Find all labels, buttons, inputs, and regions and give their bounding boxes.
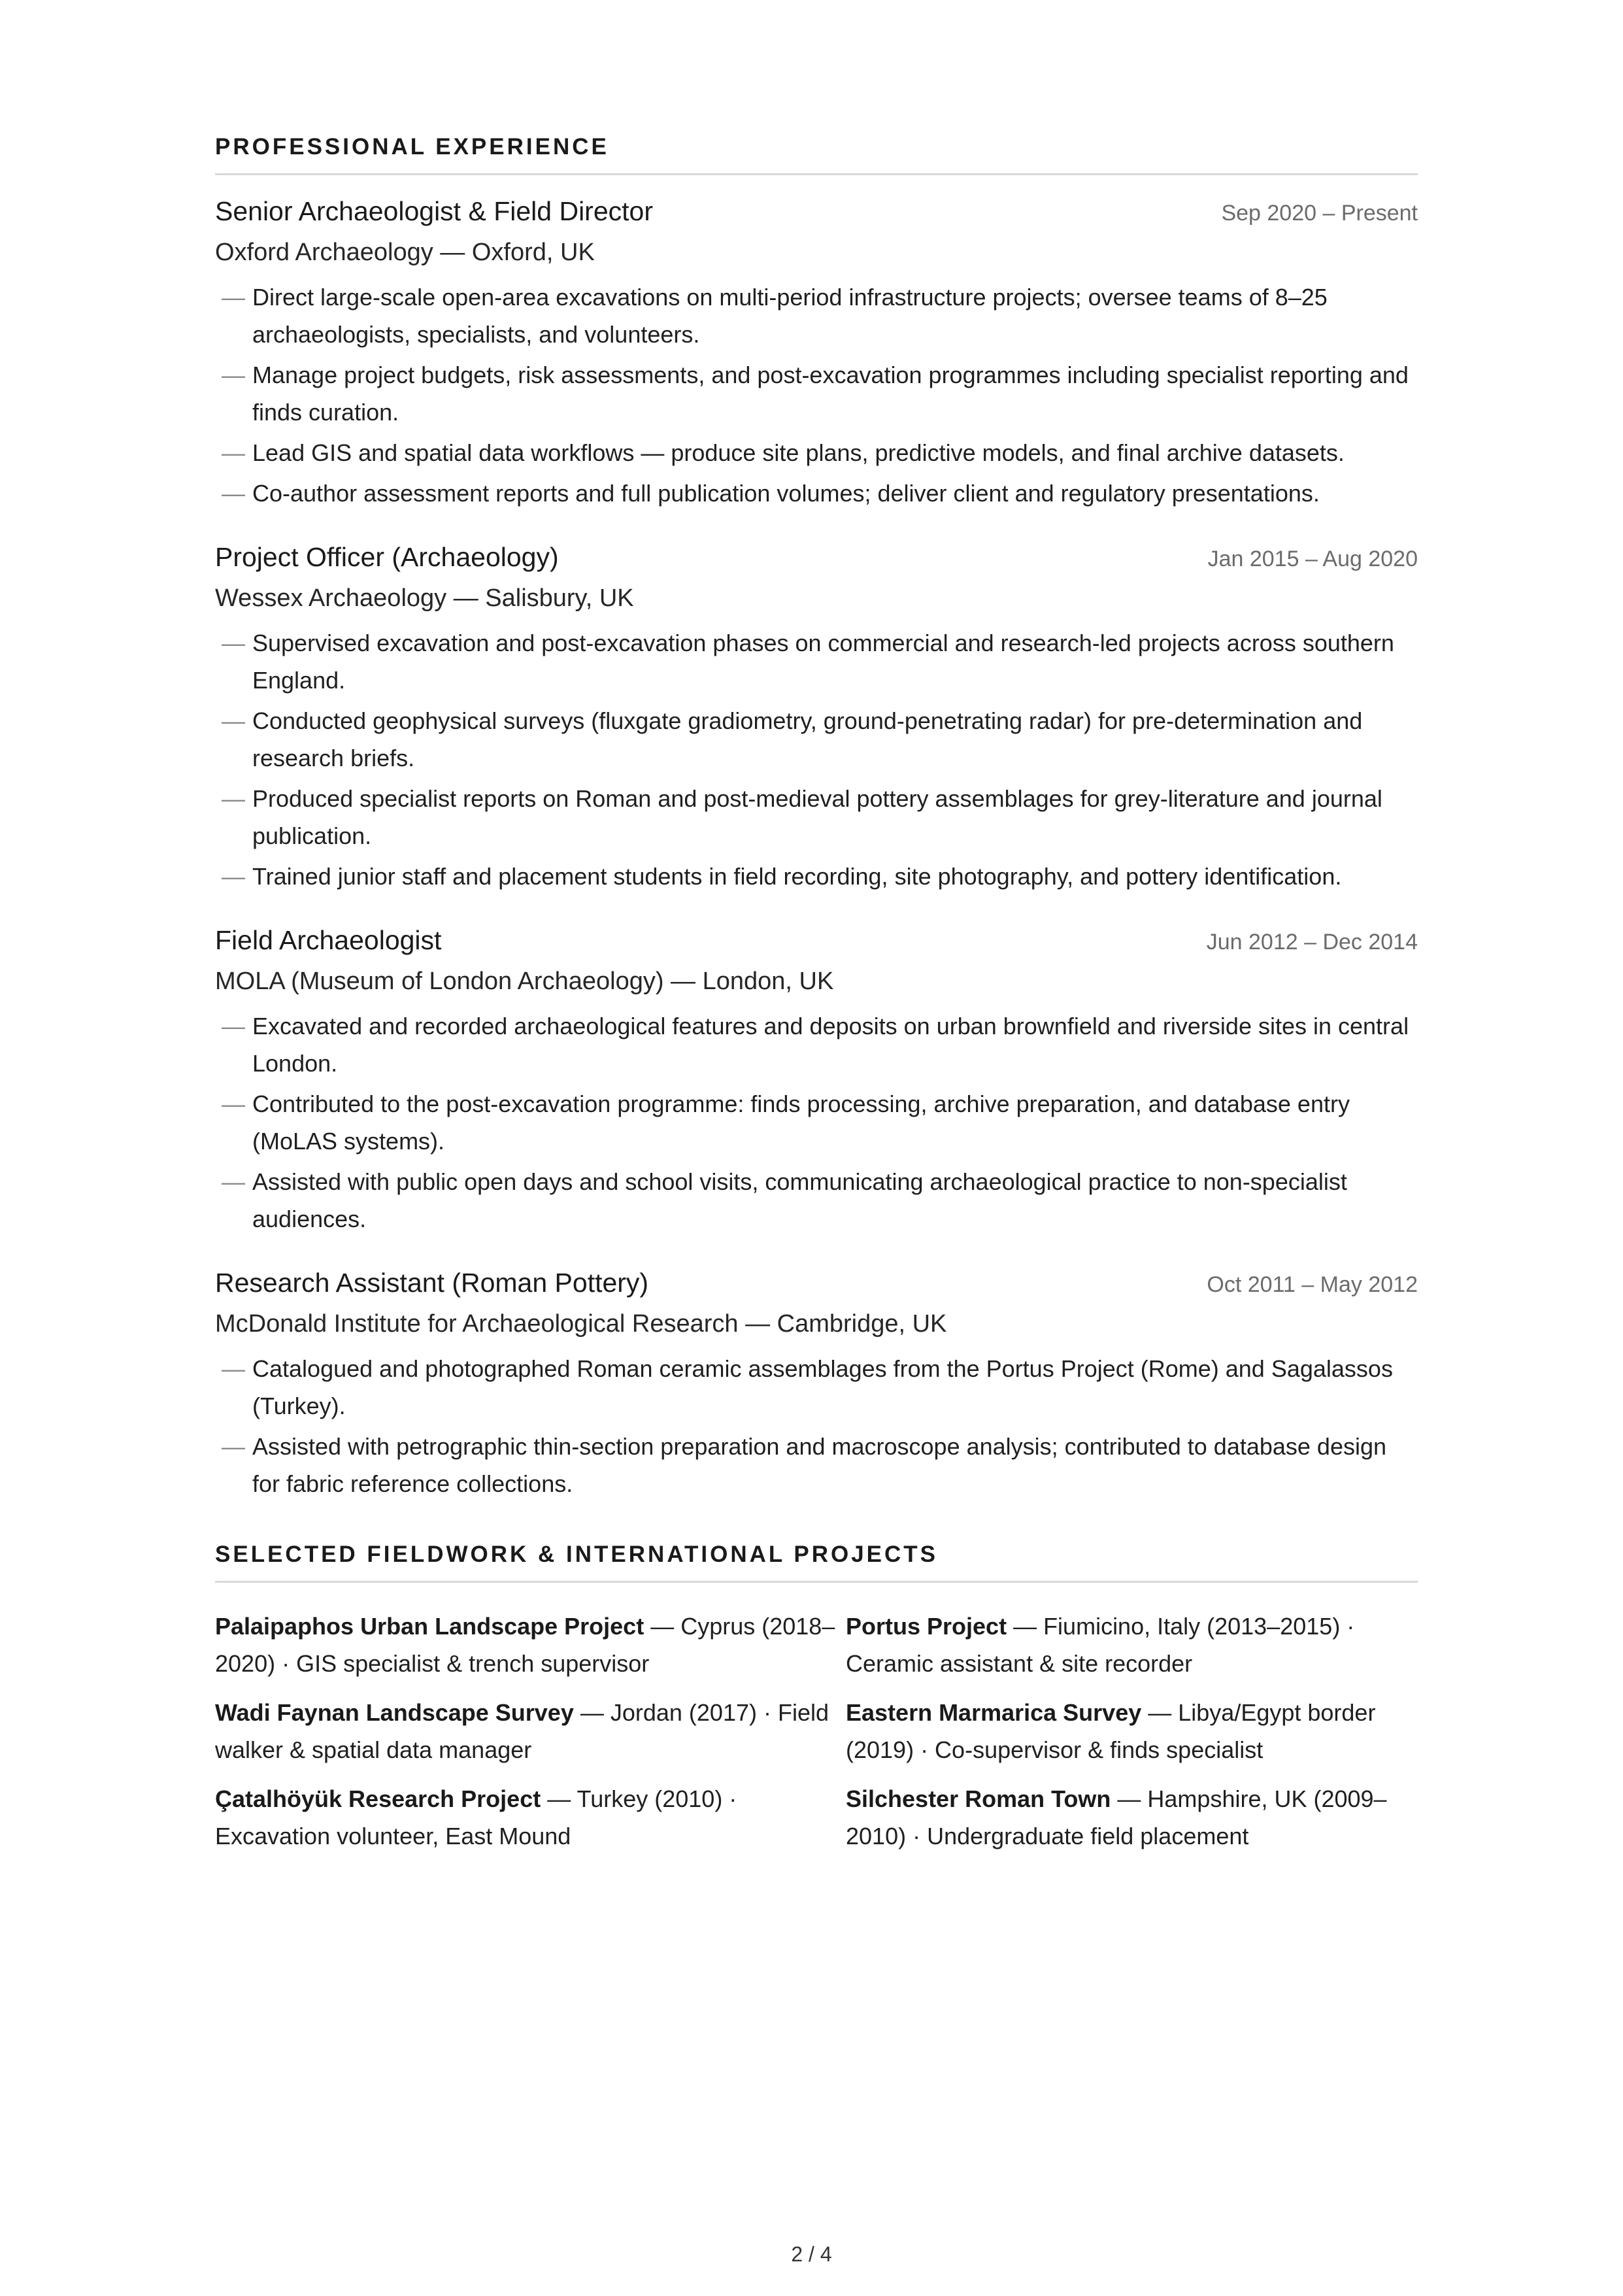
bullet-item <box>215 1007 1418 1082</box>
bullet-text: Assisted with petrographic thin-section preparation and macroscope analysis; contributed to database design for fabric reference collections. <box>252 1433 1387 1497</box>
dash-icon: — <box>222 1168 245 1195</box>
project-name: Çatalhöyük Research Project <box>215 1785 541 1812</box>
bullet-item <box>215 624 1418 699</box>
dash-icon: — <box>222 284 245 311</box>
job-entry <box>215 925 1418 1238</box>
bullet-item <box>215 702 1418 777</box>
project-detail: — Cyprus (2018–2020) · GIS specialist & trench supervisor <box>215 1613 835 1677</box>
job-title: Project Officer (Archaeology) <box>215 542 559 572</box>
bullet-item <box>215 475 1418 512</box>
bullet-text: Trained junior staff and placement students in field recording, site photography, and pottery identification. <box>252 863 1342 890</box>
dash-icon: — <box>222 439 245 466</box>
project-name: Silchester Roman Town <box>846 1785 1111 1812</box>
job-header <box>215 196 1418 227</box>
bullet-item <box>215 1085 1418 1160</box>
job-bullets <box>215 1007 1418 1238</box>
dash-icon: — <box>222 707 245 734</box>
job-entry <box>215 542 1418 895</box>
project-name: Wadi Faynan Landscape Survey <box>215 1699 574 1726</box>
dash-icon: — <box>222 785 245 812</box>
bullet-text: Lead GIS and spatial data workflows — produce site plans, predictive models, and final archive datasets. <box>252 439 1345 466</box>
job-organization: MOLA (Museum of London Archaeology) — London, UK <box>215 968 834 995</box>
bullet-item <box>215 858 1418 895</box>
job-header <box>215 1268 1418 1298</box>
bullet-item <box>215 780 1418 854</box>
job-entry <box>215 1268 1418 1502</box>
dash-icon: — <box>222 1355 245 1382</box>
job-title: Research Assistant (Roman Pottery) <box>215 1268 649 1298</box>
job-bullets <box>215 279 1418 512</box>
bullet-text: Manage project budgets, risk assessments, and post-excavation programmes including specialist reporting and finds curation. <box>252 362 1409 426</box>
bullet-item <box>215 434 1418 471</box>
job-title: Field Archaeologist <box>215 925 442 955</box>
dash-icon: — <box>222 630 245 656</box>
bullet-text: Produced specialist reports on Roman and post-medieval pottery assemblages for grey-literature and journal publication. <box>252 785 1382 849</box>
job-dates: Oct 2011 – May 2012 <box>1207 1272 1418 1297</box>
dash-icon: — <box>222 480 245 507</box>
page-number: 2 / 4 <box>791 2242 832 2266</box>
experience-list <box>215 196 1418 1502</box>
bullet-item <box>215 356 1418 431</box>
bullet-item <box>215 1350 1418 1425</box>
project-item <box>215 1780 846 1855</box>
bullet-text: Excavated and recorded archaeological features and deposits on urban brownfield and riverside sites in central London. <box>252 1013 1409 1077</box>
project-detail: — Fiumicino, Italy (2013–2015) · Ceramic assistant & site recorder <box>846 1613 1355 1677</box>
bullet-item <box>215 1163 1418 1238</box>
experience-section <box>215 134 1418 1502</box>
project-detail: — Turkey (2010) · Excavation volunteer, East Mound <box>215 1785 737 1849</box>
job-dates: Jun 2012 – Dec 2014 <box>1206 930 1418 954</box>
project-item <box>846 1780 1418 1855</box>
project-item <box>215 1608 846 1682</box>
job-organization: Wessex Archaeology — Salisbury, UK <box>215 584 634 612</box>
dash-icon: — <box>222 1433 245 1460</box>
project-item <box>215 1694 846 1768</box>
section-heading-experience: PROFESSIONAL EXPERIENCE <box>215 134 1418 175</box>
project-name: Portus Project <box>846 1613 1007 1640</box>
job-dates: Jan 2015 – Aug 2020 <box>1207 547 1418 571</box>
project-detail: — Hampshire, UK (2009–2010) · Undergraduate field placement <box>846 1785 1387 1849</box>
job-organization: McDonald Institute for Archaeological Research — Cambridge, UK <box>215 1310 947 1338</box>
job-entry <box>215 196 1418 512</box>
dash-icon: — <box>222 1090 245 1117</box>
bullet-item <box>215 1428 1418 1502</box>
project-item <box>846 1694 1418 1768</box>
bullet-text: Co-author assessment reports and full publication volumes; deliver client and regulatory presentations. <box>252 480 1320 507</box>
bullet-text: Assisted with public open days and school visits, communicating archaeological practice to non-specialist audiences. <box>252 1168 1347 1232</box>
job-title: Senior Archaeologist & Field Director <box>215 196 653 226</box>
job-header <box>215 542 1418 573</box>
dash-icon: — <box>222 863 245 890</box>
projects-section <box>215 1542 1418 1855</box>
project-name: Palaipaphos Urban Landscape Project <box>215 1613 644 1640</box>
projects-grid <box>215 1608 1418 1855</box>
dash-icon: — <box>222 362 245 388</box>
project-name: Eastern Marmarica Survey <box>846 1699 1142 1726</box>
section-heading-projects: SELECTED FIELDWORK & INTERNATIONAL PROJECTS <box>215 1542 1418 1583</box>
bullet-text: Direct large-scale open-area excavations on multi-period infrastructure projects; oversee teams of 8–25 archaeologists, specialists, and volunteers. <box>252 284 1328 348</box>
job-bullets <box>215 624 1418 895</box>
bullet-text: Supervised excavation and post-excavation phases on commercial and research-led projects across southern England. <box>252 630 1394 694</box>
job-bullets <box>215 1350 1418 1502</box>
bullet-text: Conducted geophysical surveys (fluxgate gradiometry, ground-penetrating radar) for pre-determination and research briefs. <box>252 707 1363 771</box>
project-item <box>846 1608 1418 1682</box>
job-organization: Oxford Archaeology — Oxford, UK <box>215 239 595 266</box>
bullet-text: Contributed to the post-excavation programme: finds processing, archive preparation, and database entry (MoLAS systems). <box>252 1090 1350 1155</box>
dash-icon: — <box>222 1013 245 1039</box>
bullet-item <box>215 279 1418 353</box>
job-header <box>215 925 1418 956</box>
bullet-text: Catalogued and photographed Roman ceramic assemblages from the Portus Project (Rome) and Sagalassos (Turkey). <box>252 1355 1393 1419</box>
job-dates: Sep 2020 – Present <box>1221 201 1418 226</box>
project-detail: — Jordan (2017) · Field walker & spatial data manager <box>215 1699 829 1763</box>
project-detail: — Libya/Egypt border (2019) · Co-supervisor & finds specialist <box>846 1699 1376 1763</box>
resume-page <box>215 134 1418 1855</box>
